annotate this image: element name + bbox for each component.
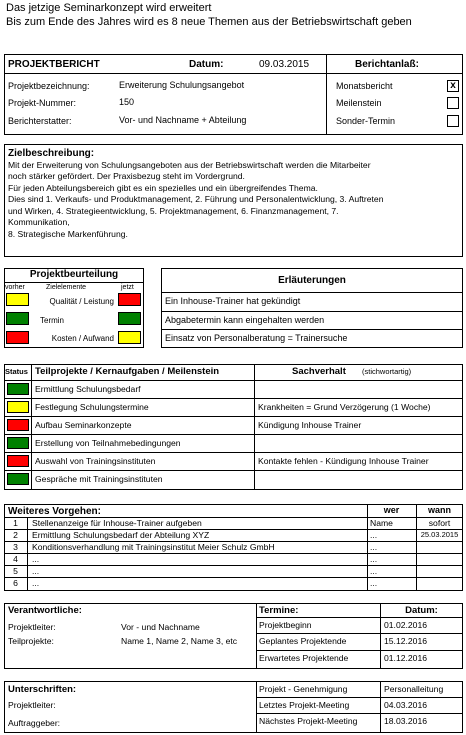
assessment-label: Kosten / Aufwand <box>51 334 114 343</box>
notes-title: Erläuterungen <box>278 275 346 286</box>
assessment-col-now: jetzt <box>121 284 134 291</box>
responsible-value: Vor - und Nachname <box>121 622 200 632</box>
approval-label: Projekt - Genehmigung <box>259 684 348 694</box>
divider <box>161 311 463 312</box>
task-name: Auswahl von Trainingsinstituten <box>35 456 156 466</box>
col-tasks: Teilprojekte / Kernaufgaben / Meilenstein <box>35 367 220 377</box>
assessment-col-before: vorher <box>5 284 25 291</box>
approval-label: Nächstes Projekt-Meeting <box>259 716 358 726</box>
divider <box>256 650 463 651</box>
next-steps-title: Weiteres Vorgehen: <box>8 506 101 517</box>
step-number: 4 <box>13 554 18 564</box>
assessment-col-elements: Zielelemente <box>46 284 87 291</box>
task-name: Erstellung von Teilnahmebedingungen <box>35 438 181 448</box>
task-name: Gespräche mit Trainingsinstituten <box>35 474 163 484</box>
reason-special-label: Sonder-Termin <box>336 116 396 126</box>
step-who: Name <box>370 518 393 528</box>
date-label: Erwartetes Projektende <box>259 653 349 663</box>
date-label: Geplantes Projektende <box>259 636 347 646</box>
divider <box>4 398 463 399</box>
approval-label: Letztes Projekt-Meeting <box>259 700 350 710</box>
divider <box>4 553 463 554</box>
step-text: Stellenanzeige für Inhouse-Trainer aufgeben <box>32 518 202 528</box>
date-label: Projektbeginn <box>259 620 312 630</box>
task-fact: Kündigung Inhouse Trainer <box>258 421 362 430</box>
goal-line: Für jeden Abteilungsbereich gibt es ein spezielles und ein übergreifendes Thema. <box>8 183 318 193</box>
step-text: ... <box>32 566 40 576</box>
divider <box>4 282 144 283</box>
col-status: Status <box>5 367 28 376</box>
assessment-label: Termin <box>40 316 65 325</box>
dates-title: Termine: <box>259 605 299 616</box>
goal-line: und Wirken, 4. Strategieentwicklung, 5. Projektmanagement, 6. Finanzmanagement, 7. <box>8 206 339 216</box>
reason-milestone-label: Meilenstein <box>336 98 382 108</box>
date-value: 15.12.2016 <box>384 636 428 646</box>
note-line: Abgabetermin kann eingehalten werden <box>165 315 325 325</box>
responsible-title: Verantwortliche: <box>8 605 82 616</box>
goal-title: Zielbeschreibung: <box>8 148 95 159</box>
divider <box>4 577 463 578</box>
divider <box>256 697 463 698</box>
assessment-label: Qualität / Leistung <box>49 297 114 306</box>
status-indicator <box>7 419 29 431</box>
reason-special-checkbox[interactable] <box>447 115 459 127</box>
goal-line: Dies sind 1. Verkaufs- und Produktmanagement, 2. Führung und Personalentwicklung, 3. Auftreten <box>8 194 384 204</box>
signatures-title: Unterschriften: <box>8 684 77 695</box>
field-label: Projekt-Nummer: <box>8 98 77 108</box>
divider <box>161 329 463 330</box>
status-indicator <box>7 455 29 467</box>
signature-label: Auftraggeber: <box>8 718 61 728</box>
before-status-schedule <box>6 312 29 325</box>
reason-label: Berichtanlaß: <box>355 59 419 70</box>
step-text: Konditionsverhandlung mit Trainingsinstitut Meier Schulz GmbH <box>32 542 275 552</box>
task-fact: Krankheiten = Grund Verzögerung (1 Woche) <box>258 403 431 412</box>
before-status-cost <box>6 331 29 344</box>
goal-line: 8. Strategische Markenführung. <box>8 229 128 239</box>
goal-line: Mit der Erweiterung von Schulungsangeboten aus der Betriebswirtschaft werden die Mitarbeiter <box>8 160 371 170</box>
approval-value: 18.03.2016 <box>384 716 428 726</box>
step-number: 1 <box>13 518 18 528</box>
now-status-cost <box>118 331 141 344</box>
responsible-value: Name 1, Name 2, Name 3, etc <box>121 637 238 646</box>
field-label: Projektbezeichnung: <box>8 81 90 91</box>
step-number: 6 <box>13 578 18 588</box>
step-who: ... <box>370 566 378 576</box>
divider <box>256 713 463 714</box>
step-who: ... <box>370 554 378 564</box>
step-number: 3 <box>13 542 18 552</box>
step-who: ... <box>370 542 378 552</box>
dates-col: Datum: <box>405 605 438 616</box>
task-fact: Kontakte fehlen - Kündigung Inhouse Trainer <box>258 457 429 466</box>
divider <box>4 565 463 566</box>
responsible-label: Projektleiter: <box>8 622 56 632</box>
status-indicator <box>7 437 29 449</box>
step-when: 25.03.2015 <box>420 530 459 539</box>
date-label: Datum: <box>189 59 224 70</box>
task-name: Ermittlung Schulungsbedarf <box>35 384 141 394</box>
col-when: wann <box>427 505 451 515</box>
report-title: PROJEKTBERICHT <box>8 59 100 70</box>
step-text: ... <box>32 554 40 564</box>
col-facts: Sachverhalt <box>292 366 346 377</box>
note-line: Ein Inhouse-Trainer hat gekündigt <box>165 296 301 306</box>
col-facts-hint: (stichwortartig) <box>362 367 412 376</box>
divider <box>4 416 463 417</box>
divider <box>31 364 32 490</box>
step-who: ... <box>370 578 378 588</box>
field-value: Erweiterung Schulungsangebot <box>119 80 245 90</box>
status-indicator <box>7 401 29 413</box>
divider <box>4 380 463 381</box>
divider <box>380 681 381 733</box>
divider <box>326 54 327 135</box>
date-value: 01.02.2016 <box>384 620 428 630</box>
divider <box>256 617 463 618</box>
now-status-schedule <box>118 312 141 325</box>
field-label: Berichterstatter: <box>8 116 72 126</box>
approval-value: 04.03.2016 <box>384 700 428 710</box>
divider <box>161 292 463 293</box>
before-status-quality <box>6 293 29 306</box>
divider <box>256 603 257 669</box>
step-when: sofort <box>428 518 451 528</box>
divider <box>4 73 463 74</box>
divider <box>4 470 463 471</box>
field-value: 150 <box>119 97 135 107</box>
signature-label: Projektleiter: <box>8 700 56 710</box>
divider <box>4 434 463 435</box>
approval-value: Personalleitung <box>384 684 444 694</box>
step-who: ... <box>370 530 378 540</box>
note-line: Einsatz von Personalberatung = Trainersuche <box>165 333 348 343</box>
col-who: wer <box>383 505 400 515</box>
status-indicator <box>7 473 29 485</box>
date-value: 01.12.2016 <box>384 653 428 663</box>
divider <box>256 633 463 634</box>
responsible-label: Teilprojekte: <box>8 636 54 646</box>
now-status-quality <box>118 293 141 306</box>
step-number: 2 <box>13 530 18 540</box>
date-value: 09.03.2015 <box>259 59 310 70</box>
step-text: Ermittlung Schulungsbedarf der Abteilung XYZ <box>32 530 210 540</box>
task-name: Festlegung Schulungstermine <box>35 402 149 412</box>
status-indicator <box>7 383 29 395</box>
reason-milestone-checkbox[interactable] <box>447 97 459 109</box>
header-line-2: Bis zum Ende des Jahres wird es 8 neue Themen aus der Betriebswirtschaft geben <box>6 16 412 28</box>
reason-monthly-checkbox[interactable]: x <box>447 80 459 92</box>
goal-line: Kommunikation, <box>8 217 70 227</box>
header-line-1: Das jetzige Seminarkonzept wird erweitert <box>6 2 212 14</box>
field-value: Vor- und Nachname + Abteilung <box>119 115 247 125</box>
divider <box>256 681 257 733</box>
step-text: ... <box>32 578 40 588</box>
divider <box>4 452 463 453</box>
task-name: Aufbau Seminarkonzepte <box>35 420 132 430</box>
assessment-title: Projektbeurteilung <box>29 269 119 280</box>
goal-line: noch stärker gefördert. Der Praxisbezug steht im Vordergrund. <box>8 171 245 181</box>
reason-monthly-label: Monatsbericht <box>336 81 393 91</box>
divider <box>254 364 255 490</box>
step-number: 5 <box>13 566 18 576</box>
